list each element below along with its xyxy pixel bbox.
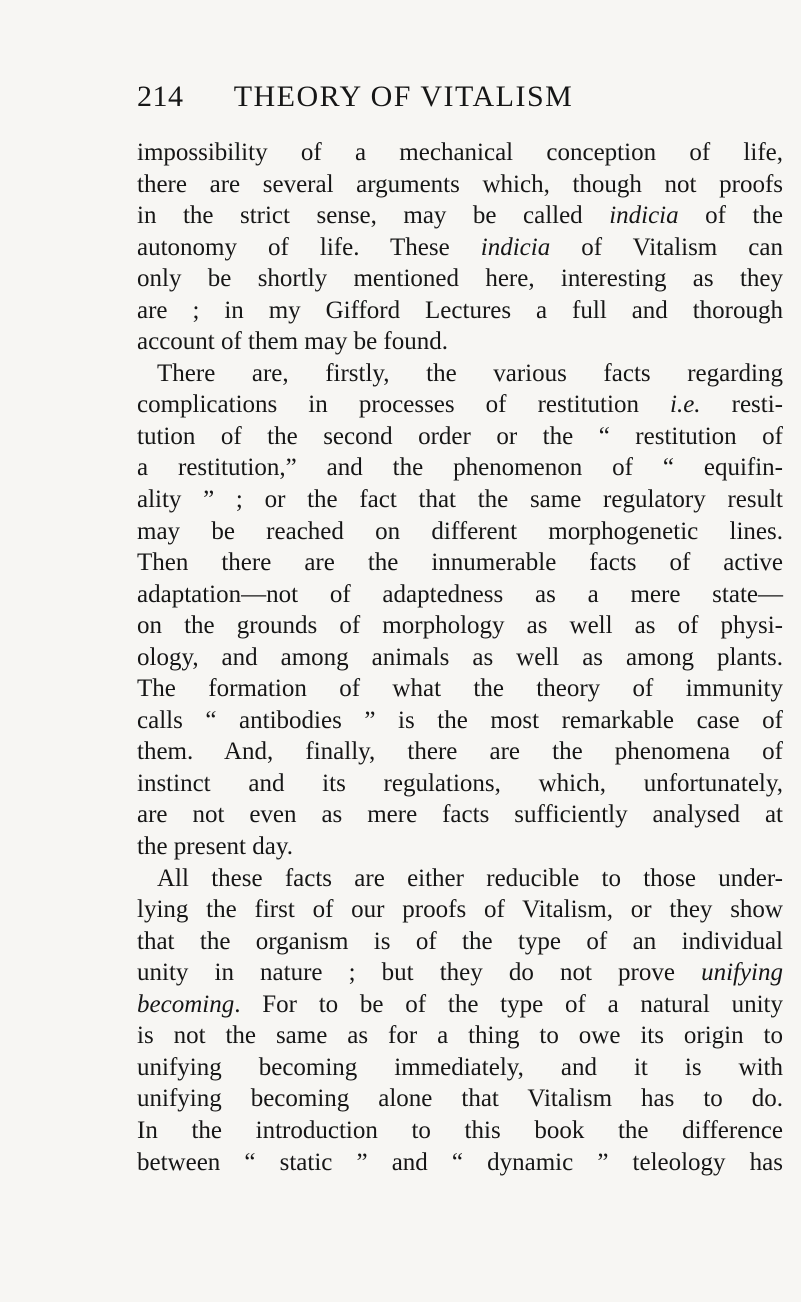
text-line [137, 926, 783, 958]
text-line [137, 673, 783, 705]
text-run: in the strict sense, may be called [137, 202, 610, 230]
body-text [137, 137, 783, 1178]
text-run: between “ static ” and “ dynamic ” teleology has [137, 1148, 783, 1176]
text-line [137, 263, 783, 295]
page-number: 214 [137, 80, 184, 113]
text-run: on the grounds of morphology as well as of physi- [137, 612, 783, 640]
text-run: account of them may be found. [137, 328, 449, 356]
text-run: lying the first of our proofs of Vitalism, or they show [137, 896, 783, 924]
text-line [137, 200, 783, 232]
text-run: unifying becoming alone that Vitalism has to do. [137, 1085, 783, 1113]
text-line [137, 894, 783, 926]
text-run: calls “ antibodies ” is the most remarkable case of [137, 706, 783, 734]
text-line [137, 1147, 783, 1179]
italic-text: indicia [609, 202, 679, 230]
text-run: Then there are the innumerable facts of active [137, 549, 783, 577]
text-line [137, 516, 783, 548]
text-run: There are, firstly, the various facts regarding [157, 359, 783, 387]
running-head [137, 80, 670, 120]
text-run: autonomy of life. These [137, 233, 481, 261]
text-run: them. And, finally, there are the phenomena of [137, 738, 783, 766]
text-run: resti- [700, 391, 783, 419]
text-run: . For to be of the type of a natural unity [234, 990, 783, 1018]
text-line [137, 642, 783, 674]
text-run: All these facts are either reducible to those under- [157, 864, 783, 892]
text-run: impossibility of a mechanical conception of life, [137, 139, 783, 166]
text-run: is not the same as for a thing to owe its origin to [137, 1022, 783, 1050]
text-run: there are several arguments which, though not proofs [137, 170, 783, 198]
text-run: that the organism is of the type of an individual [137, 927, 783, 955]
text-line [137, 989, 783, 1021]
running-title: THEORY OF VITALISM [233, 80, 574, 113]
text-line [137, 1083, 783, 1115]
text-line [137, 831, 783, 863]
text-line [137, 863, 783, 895]
text-line [137, 358, 783, 390]
text-line [137, 1020, 783, 1052]
text-line [137, 421, 783, 453]
text-run: In the introduction to this book the difference [137, 1116, 783, 1144]
text-line [137, 484, 783, 516]
text-line [137, 137, 783, 169]
text-run: are ; in my Gifford Lectures a full and thorough [137, 296, 783, 324]
text-line [137, 452, 783, 484]
text-run: complications in processes of restitution [137, 391, 671, 419]
text-line [137, 547, 783, 579]
text-run: ology, and among animals as well as among plants. [137, 643, 783, 671]
text-run: adaptation—not of adaptedness as a mere state— [137, 580, 783, 608]
text-run: tution of the second order or the “ restitution of [137, 422, 783, 450]
italic-text: becoming [137, 990, 235, 1018]
italic-text: i.e. [670, 391, 701, 419]
text-run: ality ” ; or the fact that the same regulatory result [137, 486, 783, 514]
text-line [137, 610, 783, 642]
text-run: may be reached on different morphogenetic lines. [137, 517, 783, 545]
text-line [137, 1052, 783, 1084]
text-run: only be shortly mentioned here, interesting as they [137, 265, 783, 293]
text-line [137, 295, 783, 327]
text-run: unity in nature ; but they do not prove [137, 959, 702, 987]
text-line [137, 799, 783, 831]
text-run: of Vitalism can [550, 233, 783, 261]
italic-text: unifying [701, 959, 783, 987]
text-line [137, 326, 783, 358]
text-run: instinct and its regulations, which, unfortunately, [137, 769, 783, 797]
text-line [137, 389, 783, 421]
text-line [137, 957, 783, 989]
italic-text: indicia [480, 233, 551, 261]
text-line [137, 232, 783, 264]
text-line [137, 579, 783, 611]
text-run: of the [678, 202, 783, 230]
text-line [137, 1115, 783, 1147]
text-line [137, 169, 783, 201]
text-line [137, 768, 783, 800]
text-run: unifying becoming immediately, and it is with [137, 1053, 783, 1081]
text-line [137, 705, 783, 737]
text-line [137, 736, 783, 768]
text-run: The formation of what the theory of immunity [137, 675, 783, 703]
text-run: a restitution,” and the phenomenon of “ equifin- [137, 454, 783, 482]
text-run: are not even as mere facts sufficiently analysed at [137, 801, 783, 829]
text-run: the present day. [137, 833, 293, 861]
